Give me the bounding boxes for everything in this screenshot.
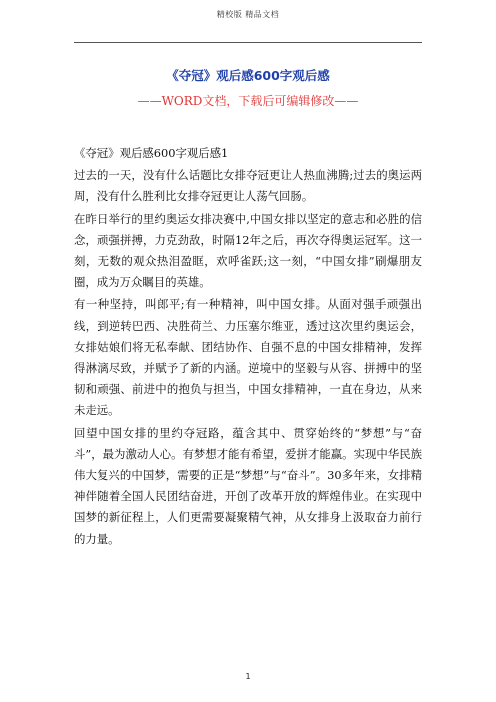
- paragraph-4: 回望中国女排的里约夺冠路，蕴含其中、贯穿始终的“梦想”与“奋斗”，最为激动人心。有梦想才能有希望，爱拼才能赢。实现中华民族伟大复兴的中国梦，需要的正是“梦想”与“奋斗”。30多年来，女排精神伴随着全国人民团结奋进，开创了改革开放的辉煌伟业。在实现中国梦的新征程上，人们更需要凝聚精气神，从女排身上汲取奋力前行的力量。: [74, 425, 422, 546]
- document-title: 《夺冠》观后感600字观后感: [166, 68, 330, 83]
- paragraph-1: 过去的一天，没有什么话题比女排夺冠更让人热血沸腾;过去的奥运两周，没有什么胜利比女排夺冠更让人荡气回肠。: [74, 168, 422, 204]
- header-divider: [74, 42, 422, 43]
- document-body: [74, 143, 422, 551]
- page-header: 精校版 精品文档: [216, 10, 280, 19]
- paragraph-3: 有一种坚持，叫郎平;有一种精神，叫中国女排。从面对强手顽强出线，到逆转巴西、决胜荷兰、力压塞尔维亚，透过这次里约奥运会，女排姑娘们将无私奉献、团结协作、自强不息的中国女排精神，发挥得淋漓尽致，并赋予了新的内涵。逆境中的坚毅与从容、拼搏中的坚韧和顽强、前进中的抱负与担当，中国女排精神，一直在身边，从来未走远。: [74, 297, 422, 418]
- paragraph-2: 在昨日举行的里约奥运女排决赛中,中国女排以坚定的意志和必胜的信念，顽强拼搏，力克劲敌，时隔12年之后，再次夺得奥运冠军。这一刻，无数的观众热泪盈眶，欢呼雀跃;这一刻，“中国女排”刷爆朋友圈，成为万众瞩目的英雄。: [74, 211, 422, 290]
- document-subtitle: ——WORD文档，下载后可编辑修改——: [137, 94, 359, 108]
- section-heading: 《夺冠》观后感600字观后感1: [74, 146, 229, 160]
- page-number: 1: [245, 672, 251, 681]
